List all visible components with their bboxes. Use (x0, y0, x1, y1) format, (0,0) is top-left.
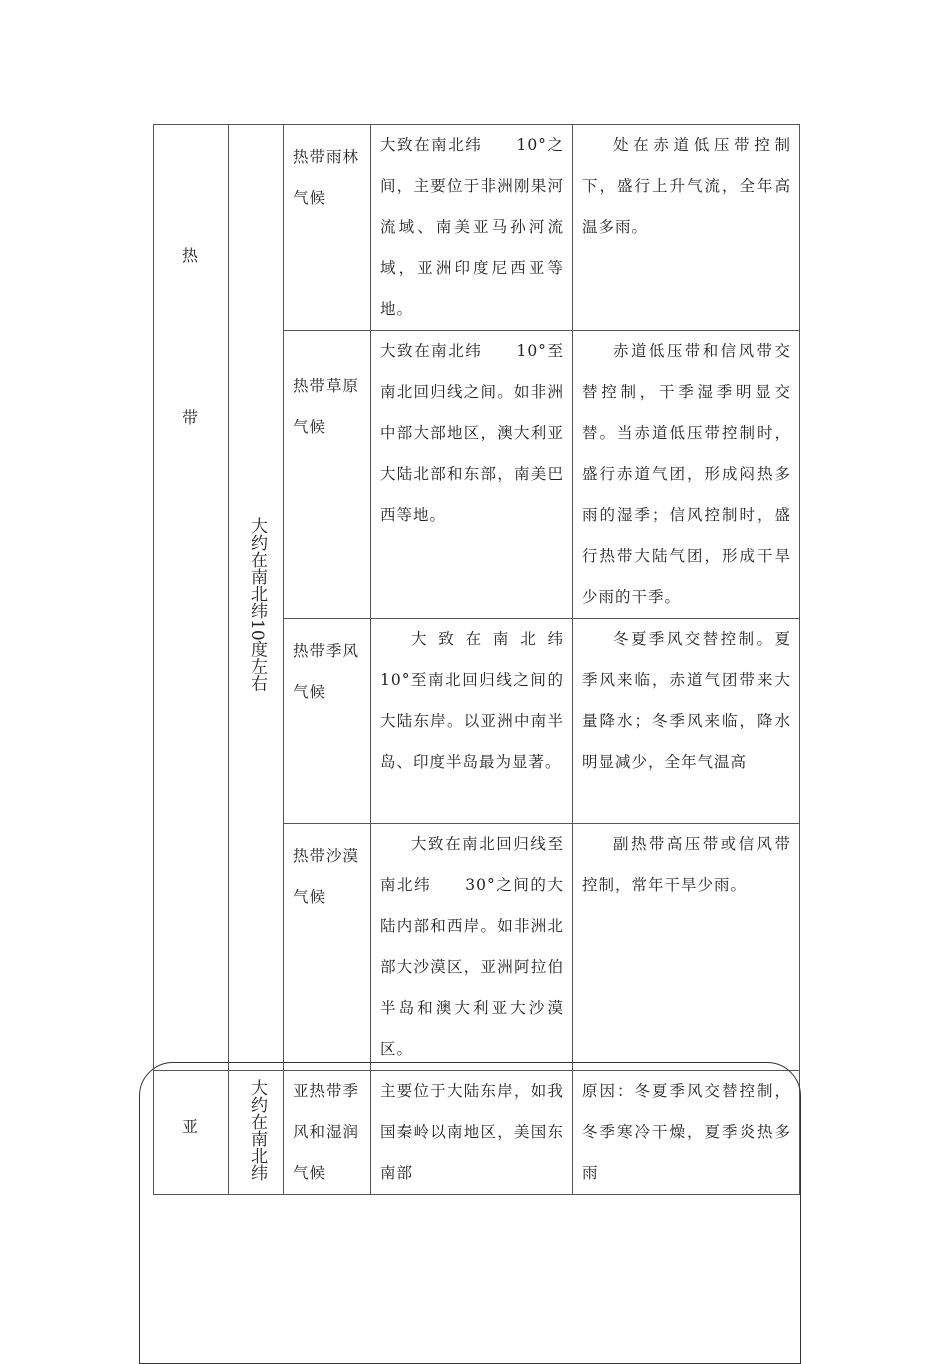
climate-cause: 副热带高压带或信风带控制，常年干旱少雨。 (582, 835, 791, 894)
zone-range-tropical: 大约在南北纬10度左右 (247, 517, 267, 692)
climate-name: 热带草原气候 (293, 377, 360, 436)
zone-cell-subtropical (154, 1071, 229, 1195)
climate-distribution: 大致在南北纬 10°之间，主要位于非洲刚果河流域、南美亚马孙河流域，亚洲印度尼西亚等地。 (380, 136, 564, 318)
climate-cause: 冬夏季风交替控制。夏季风来临，赤道气团带来大量降水；冬季风来临，降水明显减少，全年气温高 (582, 630, 791, 771)
zone-cell-tropical (154, 125, 229, 1071)
zone-label-tropical-bottom: 带 (182, 408, 199, 427)
climate-distribution: 大致在南北回归线至南北纬 30°之间的大陆内部和西岸。如非洲北部大沙漠区，亚洲阿拉伯半岛和澳大利亚大沙漠区。 (380, 835, 564, 1058)
climate-distribution: 主要位于大陆东岸，如我国秦岭以南地区，美国东南部 (380, 1082, 564, 1182)
range-cell-tropical (229, 125, 284, 1071)
table-row (154, 1071, 800, 1195)
climate-cause: 原因：冬夏季风交替控制，冬季寒冷干燥，夏季炎热多雨 (582, 1082, 791, 1182)
climate-table (153, 124, 800, 1195)
zone-range-subtropical: 大约在南北纬 (247, 1079, 267, 1181)
climate-name: 亚热带季风和湿润气候 (293, 1082, 360, 1182)
climate-cause: 赤道低压带和信风带交替控制，干季湿季明显交替。当赤道低压带控制时，盛行赤道气团，形成闷热多雨的湿季；信风控制时，盛行热带大陆气团，形成干旱少雨的干季。 (582, 342, 791, 606)
climate-distribution: 大致在南北纬 10°至南北回归线之间的大陆东岸。以亚洲中南半岛、印度半岛最为显著。 (380, 630, 598, 771)
climate-distribution: 大致在南北纬 10°至南北回归线之间。如非洲中部大部地区，澳大利亚大陆北部和东部，南美巴西等地。 (380, 342, 564, 524)
climate-cause: 处在赤道低压带控制下，盛行上升气流，全年高温多雨。 (582, 136, 791, 236)
table-row (154, 125, 800, 331)
range-cell-subtropical (229, 1071, 284, 1195)
climate-name: 热带沙漠气候 (293, 847, 360, 906)
zone-label-tropical-top: 热 (182, 246, 199, 265)
climate-name: 热带雨林气候 (293, 148, 360, 207)
climate-name: 热带季风气候 (293, 642, 360, 701)
zone-label-subtropical: 亚 (182, 1117, 199, 1136)
